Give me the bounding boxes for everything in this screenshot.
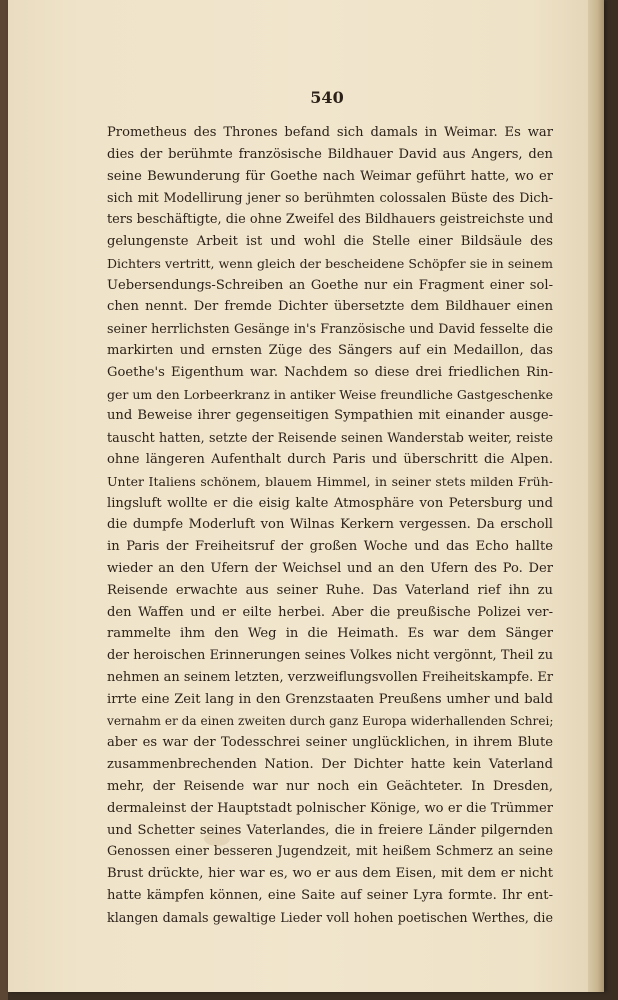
page-edge (588, 0, 604, 992)
text-line: die dumpfe Moderluft von Wilnas Kerkern vergessen. Da erscholl (107, 517, 553, 533)
text-line: markirten und ernsten Züge des Sängers auf ein Medaillon, das (107, 342, 553, 358)
text-line: wieder an den Ufern der Weichsel und an den Ufern des Po. Der (107, 560, 553, 576)
text-line: mehr, der Reisende war nur noch ein Geächteter. In Dresden, (107, 778, 553, 794)
text-line: gelungenste Arbeit ist und wohl die Stelle einer Bildsäule des (107, 233, 553, 249)
text-line: tauscht hatten, setzte der Reisende seinen Wanderstab weiter, reiste (107, 430, 553, 446)
text-line: in Paris der Freiheitsruf der großen Woche und das Echo hallte (107, 539, 553, 555)
book-spine (0, 0, 8, 1000)
text-line: aber es war der Todesschrei seiner unglücklichen, in ihrem Blute (107, 735, 553, 751)
text-line: Genossen einer besseren Jugendzeit, mit heißem Schmerz an seine (107, 844, 553, 860)
text-line: und Schetter seines Vaterlandes, die in freiere Länder pilgernden (107, 822, 553, 838)
text-line: seine Bewunderung für Goethe nach Weimar geführt hatte, wo er (107, 168, 553, 184)
text-line: Unter Italiens schönem, blauem Himmel, in seiner stets milden Früh- (107, 473, 553, 489)
text-line: Dichters vertritt, wenn gleich der bescheidene Schöpfer sie in seinem (107, 255, 553, 271)
text-line: nehmen an seinem letzten, verzweiflungsvollen Freiheitskampfe. Er (107, 669, 553, 685)
text-line: irrte eine Zeit lang in den Grenzstaaten Preußens umher und bald (107, 691, 553, 707)
text-line: ger um den Lorbeerkranz in antiker Weise freundliche Gastgeschenke (107, 386, 553, 402)
page-number: 540 (310, 88, 344, 107)
body-text (107, 122, 553, 928)
text-line: hatte kämpfen können, eine Saite auf seiner Lyra formte. Ihr ent- (107, 887, 553, 903)
text-line: seiner herrlichsten Gesänge in's Französische und David fesselte die (107, 321, 553, 337)
text-line: chen nennt. Der fremde Dichter übersetzte dem Bildhauer einen (107, 299, 553, 315)
text-line: zusammenbrechenden Nation. Der Dichter hatte kein Vaterland (107, 757, 553, 773)
text-line: Uebersendungs-Schreiben an Goethe nur ein Fragment einer sol- (107, 277, 553, 293)
text-line: dies der berühmte französische Bildhauer David aus Angers, den (107, 146, 553, 162)
text-line: Reisende erwachte aus seiner Ruhe. Das Vaterland rief ihn zu (107, 582, 553, 598)
text-line: Goethe's Eigenthum war. Nachdem so diese drei friedlichen Rin- (107, 364, 553, 380)
text-line: dermaleinst der Hauptstadt polnischer Könige, wo er die Trümmer (107, 800, 553, 816)
text-line: Prometheus des Thrones befand sich damals in Weimar. Es war (107, 125, 553, 140)
text-line: rammelte ihm den Weg in die Heimath. Es war dem Sänger (107, 626, 553, 642)
text-line: den Waffen und er eilte herbei. Aber die preußische Polizei ver- (107, 604, 553, 620)
text-line: Brust drückte, hier war es, wo er aus dem Eisen, mit dem er nicht (107, 866, 553, 882)
text-line: sich mit Modellirung jener so berühmten colossalen Büste des Dich- (107, 190, 553, 206)
text-line: und Beweise ihrer gegenseitigen Sympathien mit einander ausge- (107, 408, 553, 424)
text-line: klangen damals gewaltige Lieder voll hohen poetischen Werthes, die (107, 909, 553, 925)
text-line: ohne längeren Aufenthalt durch Paris und überschritt die Alpen. (107, 451, 553, 467)
text-line: lingsluft wollte er die eisig kalte Atmosphäre von Petersburg und (107, 495, 553, 511)
text-line: vernahm er da einen zweiten durch ganz Europa widerhallenden Schrei; (107, 713, 554, 728)
text-line: der heroischen Erinnerungen seines Volkes nicht vergönnt, Theil zu (107, 648, 553, 664)
text-line: ters beschäftigte, die ohne Zweifel des Bildhauers geistreichste und (107, 212, 554, 228)
